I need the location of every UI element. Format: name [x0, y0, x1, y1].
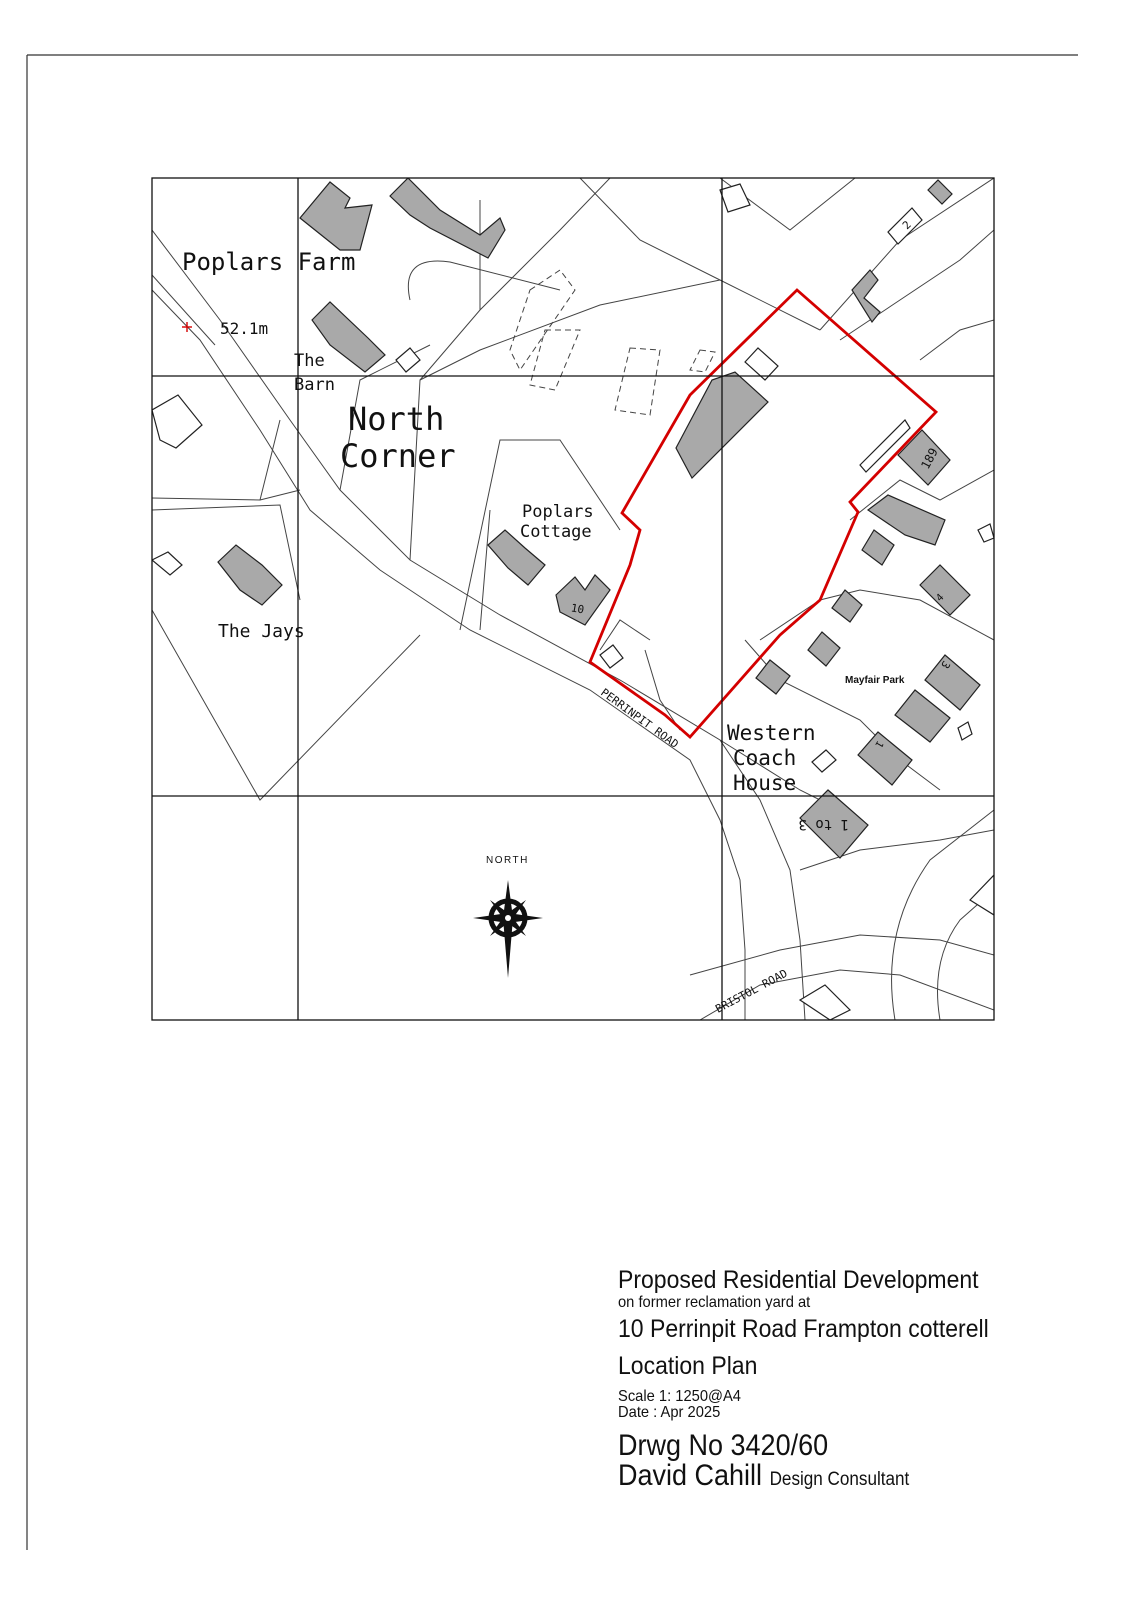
title-block	[618, 1268, 1038, 1491]
label-house-no1: 1	[872, 738, 885, 750]
date-text: Date : Apr 2025	[618, 1404, 721, 1421]
label-house-no10: 10	[569, 601, 586, 617]
building-poplars-farm-1	[300, 182, 372, 250]
building-mayfair-f	[895, 690, 950, 742]
scale-text: Scale 1: 1250@A4	[618, 1388, 741, 1405]
building-no3	[925, 655, 980, 710]
building-no1	[858, 732, 912, 785]
author-line	[618, 1461, 996, 1491]
label-mayfair-park: Mayfair Park	[845, 675, 905, 686]
building-no4	[920, 565, 970, 615]
building-corner-top	[928, 180, 952, 204]
sheet-title: Location Plan	[618, 1352, 758, 1380]
building-mayfair-b	[862, 530, 894, 565]
building-mayfair-e	[756, 660, 790, 694]
building-the-jays	[218, 545, 282, 605]
label-bristol-road: BRISTOL ROAD	[713, 966, 790, 1016]
site-address: 10 Perrinpit Road Frampton cotterell	[618, 1315, 989, 1343]
label-house-no189: 189	[918, 445, 941, 472]
label-poplars-farm: Poplars Farm	[182, 248, 356, 276]
label-poplars-cottage-line2: Cottage	[520, 522, 592, 542]
project-subtitle: on former reclamation yard at	[618, 1294, 811, 1311]
author-role: Design Consultant	[769, 1469, 910, 1490]
label-the-barn-line2: Barn	[294, 375, 335, 395]
label-house-no4: 4	[934, 592, 947, 605]
buildings	[218, 178, 980, 858]
label-western-coach-house-line3: House	[733, 771, 797, 795]
author-name: David Cahill	[618, 1459, 763, 1492]
label-spot-height: 52.1m	[220, 319, 269, 338]
building-mayfair-c	[832, 590, 862, 622]
label-poplars-cottage-line1: Poplars	[522, 502, 594, 522]
building-no10	[556, 575, 610, 625]
label-perrinpit-road: PERRINPIT ROAD	[598, 685, 681, 751]
label-house-no2: 2	[899, 218, 914, 233]
north-arrow-label: NORTH	[486, 855, 529, 866]
label-north-corner-line2: Corner	[340, 437, 456, 475]
building-no2-l	[852, 270, 880, 322]
label-house-no3: 3	[938, 658, 953, 671]
project-title: Proposed Residential Development	[618, 1266, 979, 1294]
label-the-jays: The Jays	[218, 621, 305, 642]
label-north-corner-line1: North	[348, 400, 445, 438]
building-mayfair-d	[808, 632, 840, 666]
north-arrow-icon	[473, 880, 543, 978]
building-poplars-farm-2	[390, 178, 505, 258]
drawing-number: Drwg No 3420/60	[618, 1429, 829, 1462]
label-house-1-to-3: 1 to 3	[798, 816, 849, 832]
label-the-barn-line1: The	[294, 351, 325, 371]
label-western-coach-house-line2: Coach	[733, 746, 797, 770]
label-western-coach-house-line1: Western	[727, 721, 816, 745]
